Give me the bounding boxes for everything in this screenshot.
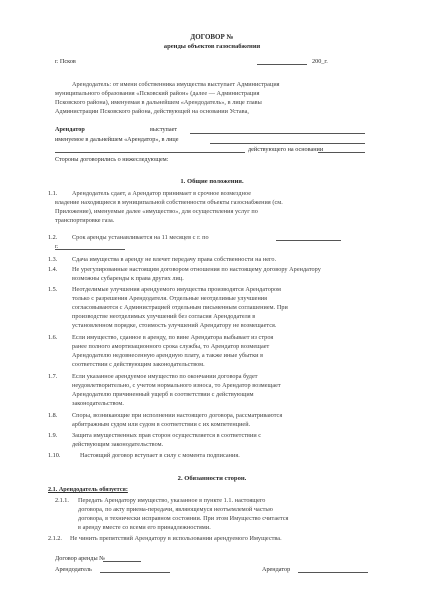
item-line: Если указанное арендуемое имущество по окончании договора будет bbox=[72, 373, 258, 380]
item-line: Если имущество, сданное в аренду, по вине Арендатора выбывает из строя bbox=[72, 334, 274, 341]
tenant-extra-line bbox=[55, 152, 245, 153]
item-line: возможны субаренды к права других лиц. bbox=[72, 275, 184, 282]
year: 200_г. bbox=[312, 58, 328, 65]
term-start-line bbox=[276, 240, 341, 241]
item-line: транспортировке газа. bbox=[55, 217, 115, 224]
item-line: владение находящиеся в муниципальной собственности объекты газоснабжения (см. bbox=[55, 199, 283, 206]
item-line: согласовываются с Администрацией отдельным письменным соглашением. При bbox=[72, 304, 288, 311]
section2-subheading: 2.1. Арендодатель обязуется: bbox=[48, 486, 128, 493]
tenant-rep-line bbox=[210, 143, 365, 144]
item-line: Сдача имущества в аренду не влечет передачу права собственности на него. bbox=[72, 256, 277, 263]
section2-heading: 2. Обязанности сторон. bbox=[177, 475, 247, 482]
item-line: Арендодатель сдает, а Арендатор принимает в срочное возмездное bbox=[72, 190, 252, 197]
city: г. Псков bbox=[55, 58, 76, 65]
footer-landlord-label: Арендодатель bbox=[55, 566, 92, 573]
parties-closing: Стороны договорились о нижеследующем: bbox=[55, 156, 169, 163]
item-line: арбитражным судом или судом в соответствии с их компетенцией. bbox=[72, 421, 251, 428]
preamble-line: Псковского района), именуемая в дальнейшем «Арендодатель», в лице главы bbox=[55, 99, 262, 106]
item-line: договора, по акту приема-передачи, являющемуся неотъемлемой частью bbox=[78, 506, 273, 513]
item-line: установленном порядке, стоимость улучшений Арендатору не возмещается. bbox=[72, 322, 277, 329]
item-line: действующим законодательством. bbox=[72, 441, 164, 448]
item-line: законодательством. bbox=[72, 400, 124, 407]
item-line: ранее полного амортизационного срока службы, то Арендатор возмещает bbox=[72, 343, 270, 350]
footer-tenant-label: Арендатор bbox=[262, 566, 291, 573]
footer-contract-line bbox=[103, 561, 141, 562]
item-num: 1.8. bbox=[48, 412, 58, 419]
item-num: 1.1. bbox=[48, 190, 58, 197]
item-line: только с разрешения Арендодателя. Отдельные неотделимые улучшения bbox=[72, 295, 268, 302]
preamble-line: муниципального образования «Псковский район» (далее — Администрация bbox=[55, 90, 260, 97]
section1-heading: 1. Общие положения. bbox=[180, 178, 244, 185]
item-line: Передать Арендатору имущество, указанное в пункте 1.1. настоящего bbox=[78, 497, 266, 504]
preamble-line: Администрации Псковского района, действующей на основании Устава, bbox=[55, 108, 249, 115]
footer-contract-label: Договор аренды № bbox=[55, 555, 106, 562]
item-line: Не чинить препятствий Арендатору в использовании арендуемого Имущества. bbox=[70, 535, 282, 542]
item-line: соответствии с действующим законодательством. bbox=[72, 361, 205, 368]
date-underline bbox=[257, 64, 307, 65]
preamble-line: Арендодатель: от имени собственника имущества выступает Администрация bbox=[72, 81, 280, 88]
item-line: Споры, возникающие при исполнении настоящего договора, рассматриваются bbox=[72, 412, 283, 419]
item-num: 1.6. bbox=[48, 334, 58, 341]
item-line: производстве неотделимых улучшений без согласия Арендодателя в bbox=[72, 313, 256, 320]
footer-tenant-line bbox=[298, 572, 368, 573]
item-line: г. bbox=[55, 243, 59, 250]
item-num: 1.5. bbox=[48, 286, 58, 293]
item-line: договора, в технически исправном состоянии. При этом Имущество считается bbox=[78, 515, 289, 522]
item-num: 1.3. bbox=[48, 256, 58, 263]
item-num: 1.9. bbox=[48, 432, 58, 439]
item-line: Не урегулированные настоящим договором отношения по настоящему договору Арендатору bbox=[72, 266, 321, 273]
item-line: Арендодателю причиненный ущерб в соответствии с действующим bbox=[72, 391, 254, 398]
term-end-line bbox=[55, 249, 125, 250]
item-line: Настоящий договор вступает в силу с момента подписания. bbox=[80, 452, 240, 459]
footer-landlord-line bbox=[100, 572, 170, 573]
item-line: Приложение), именуемые далее «имущество», для осуществления услуг по bbox=[55, 208, 258, 215]
item-num: 2.1.2. bbox=[48, 535, 62, 542]
item-num: 1.10. bbox=[48, 452, 61, 459]
item-line: Арендодателю недовнесенную арендную плату, а также иные убытки в bbox=[72, 352, 264, 359]
item-line: Срок аренды устанавливается на 11 месяцев с г. по bbox=[72, 234, 209, 241]
item-num: 1.4. bbox=[48, 266, 58, 273]
item-num: 1.2. bbox=[48, 234, 58, 241]
tenant-basis-line bbox=[318, 152, 365, 153]
item-line: Неотделимые улучшения арендуемого имущества производятся Арендатором bbox=[72, 286, 281, 293]
document-title: ДОГОВОР № bbox=[190, 33, 234, 41]
item-line: в аренду вместе со всеми его принадлежностями. bbox=[78, 524, 211, 531]
item-num: 2.1.1. bbox=[55, 497, 69, 504]
tenant-label: Арендатор bbox=[55, 126, 85, 133]
tenant-acting: выступает bbox=[150, 126, 178, 133]
item-line: Защита имущественных прав сторон осуществляется в соответствии с bbox=[72, 432, 262, 439]
tenant-named: именуемое в дальнейшем «Арендатор», в лице bbox=[55, 136, 179, 143]
tenant-name-line bbox=[190, 133, 365, 134]
item-num: 1.7. bbox=[48, 373, 58, 380]
tenant-basis: действующего на основании bbox=[248, 146, 324, 153]
document-subtitle: аренды объектов газоснабжения bbox=[163, 43, 261, 50]
item-line: неудовлетворительно, с учетом нормального износа, то Арендатор возмещает bbox=[72, 382, 281, 389]
